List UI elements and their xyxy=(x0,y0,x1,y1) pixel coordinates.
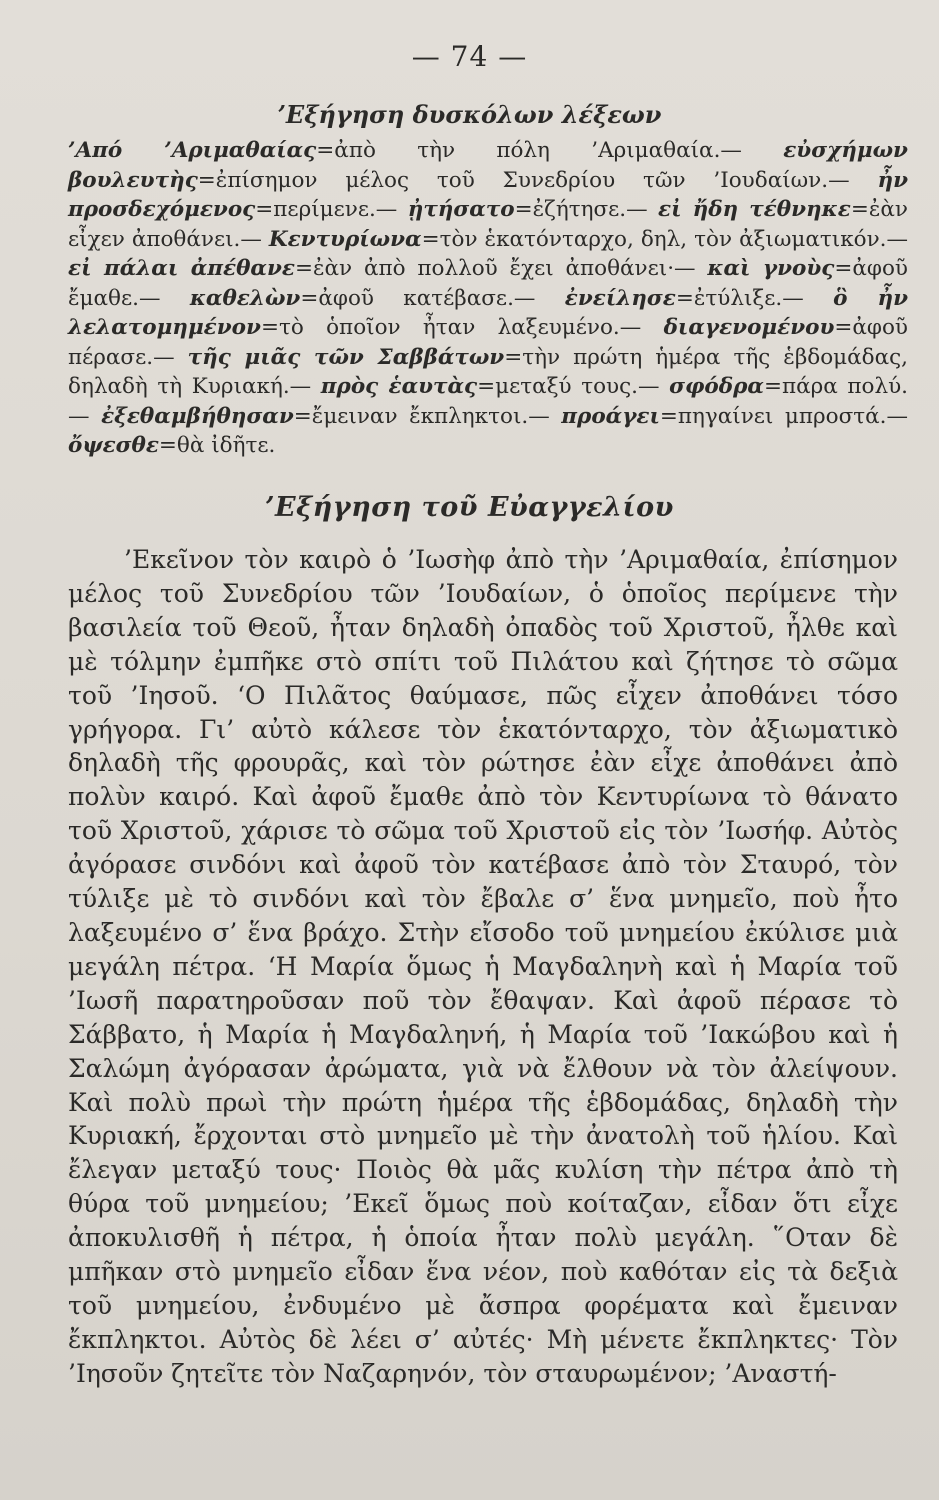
glossary-entry: ὃ ἦν λελατομημένον=τὸ ὁποῖον ἦταν λαξευμένο.— xyxy=(68,285,908,340)
gospel-title: ’Εξήγηση τοῦ Εὐαγγελίου xyxy=(265,492,674,523)
glossary-entry: Κεντυρίωνα=τὸν ἑκατόνταρχο, δηλ, τὸν ἀξιωματικόν.— xyxy=(268,226,908,252)
glossary-paragraph xyxy=(68,136,908,461)
glossary-entry: ’Από ’Αριμαθαίας=ἀπὸ τὴν πόλη ’Αριμαθαία.— xyxy=(68,138,742,163)
glossary-entry: ᾐτήσατο=ἐζήτησε.— xyxy=(407,197,659,222)
glossary-entry: καθελὼν=ἀφοῦ κατέβασε.— xyxy=(189,285,536,311)
gospel-section xyxy=(68,543,898,1391)
glossary-entry: εἰ ἤδη τέθνηκε=ἐὰν εἶχεν ἀποθάνει.— xyxy=(68,197,908,252)
glossary-entry: τῆς μιᾶς τῶν Σαββάτων=τὴν πρώτη ἡμέρα τῆς ἑβδομάδας, δηλαδὴ τὴ Κυριακή.— xyxy=(68,344,908,399)
glossary-entry: σφόδρα=πάρα πολύ.— xyxy=(68,374,909,429)
glossary-entry: ἦν προσδεχόμενος=περίμενε.— xyxy=(68,167,908,222)
gospel-paragraph: ’Εκεῖνον τὸν καιρὸ ὁ ’Ιωσὴφ ἀπὸ τὴν ’Αριμαθαία, ἐπίσημον μέλος τοῦ Συνεδρίου τῶν ’Ιουδαίων, ὁ ὁποῖος περίμενε τὴν βασιλεία τοῦ Θεοῦ, ἦταν δηλαδὴ ὀπαδὸς τοῦ Χριστοῦ, ἦλθε καὶ μὲ τόλμην ἐμπῆκε στὸ σπίτι τοῦ Πιλάτου καὶ ζήτησε τὸ σῶμα τοῦ ’Ιησοῦ. ‘Ο Πιλᾶτος θαύμασε, πῶς εἶχεν ἀποθάνει τόσο γρήγορα. Γι’ αὐτὸ κάλεσε τὸν ἑκατόνταρχο, τὸν ἀξιωματικὸ δηλαδὴ τῆς φρουρᾶς, καὶ τὸν ρώτησε ἐὰν εἶχε ἀποθάνει ἀπὸ πολὺν καιρό. Καὶ ἀφοῦ ἔμαθε ἀπὸ τὸν Κεντυρίωνα τὸ θάνατο τοῦ Χριστοῦ, χάρισε τὸ σῶμα τοῦ Χριστοῦ εἰς τὸν ’Ιωσήφ. Αὐτὸς ἀγόρασε σινδόνι καὶ ἀφοῦ τὸν κατέβασε ἀπὸ τὸν Σταυρό, τὸν τύλιξε μὲ τὸ σινδόνι καὶ τὸν ἔβαλε σ’ ἕνα μνημεῖο, ποὺ ἦτο λαξευμένο σ’ ἕνα βράχο. Στὴν εἴσοδο τοῦ μνημείου ἐκύλισε μιὰ μεγάλη πέτρα. ‘Η Μαρία ὅμως ἡ Μαγδαληνὴ καὶ ἡ Μαρία τοῦ ’Ιωσῆ παρατηροῦσαν ποῦ τὸν ἔθαψαν. Καὶ ἀφοῦ πέρασε τὸ Σάββατο, ἡ Μαρία ἡ Μαγδαληνή, ἡ Μαρία τοῦ ’Ιακώβου καὶ ἡ Σαλώμη ἀγόρασαν ἀρώματα, γιὰ νὰ ἔλθουν νὰ τὸν ἀλείψουν. Καὶ πολὺ πρωὶ τὴν πρώτη ἡμέρα τῆς ἑβδομάδας, δηλαδὴ τὴν Κυριακή, ἔρχονται στὸ μνημεῖο μὲ τὴν ἀνατολὴ τοῦ ἡλίου. Καὶ ἔλεγαν μεταξύ τους· Ποιὸς θὰ μᾶς κυλίση τὴν πέτρα ἀπὸ τὴ θύρα τοῦ μνημείου; ’Εκεῖ ὅμως ποὺ κοίταζαν, εἶδαν ὅτι εἶχε ἀποκυλισθῆ ἡ πέτρα, ἡ ὁποία ἦταν πολὺ μεγάλη. ῞Οταν δὲ μπῆκαν στὸ μνημεῖο εἶδαν ἕνα νέον, ποὺ καθόταν εἰς τὰ δεξιὰ τοῦ μνημείου, ἐνδυμένο μὲ ἄσπρα φορέματα καὶ ἔμειναν ἔκπληκτοι. Αὐτὸς δὲ λέει σ’ αὐτές· Μὴ μένετε ἔκπληκτες· Τὸν ’Ιησοῦν ζητεῖτε τὸν Ναζαρηνόν, τὸν σταυρωμένον; ’Αναστή- xyxy=(68,545,898,1388)
glossary-entry: πρὸς ἑαυτὰς=μεταξύ τους.— xyxy=(320,374,670,399)
glossary-title: ’Εξήγηση δυσκόλων λέξεων xyxy=(277,100,662,129)
glossary-entry: ἐξεθαμβήθησαν=ἔμειναν ἔκπληκτοι.— xyxy=(101,403,562,429)
glossary-entry: ὄψεσθε=θὰ ἰδῆτε. xyxy=(68,433,276,458)
glossary-entry: ἐνείλησε=ἐτύλιξε.— xyxy=(564,285,804,311)
glossary-entry: διαγενομένου=ἀφοῦ πέρασε.— xyxy=(68,315,908,370)
glossary-entry: εὐσχήμων βουλευτὴς=ἐπίσημον μέλος τοῦ Συνεδρίου τῶν ’Ιουδαίων.— xyxy=(68,138,908,193)
glossary-entry: προάγει=πηγαίνει μπροστά.— xyxy=(561,403,908,429)
glossary-entry: εἰ πάλαι ἀπέθανε=ἐὰν ἀπὸ πολλοῦ ἔχει ἀποθάνει·— xyxy=(68,256,696,281)
glossary-entry: καὶ γνοὺς=ἀφοῦ ἔμαθε.— xyxy=(68,256,908,311)
page-number: — 74 — xyxy=(411,40,528,73)
